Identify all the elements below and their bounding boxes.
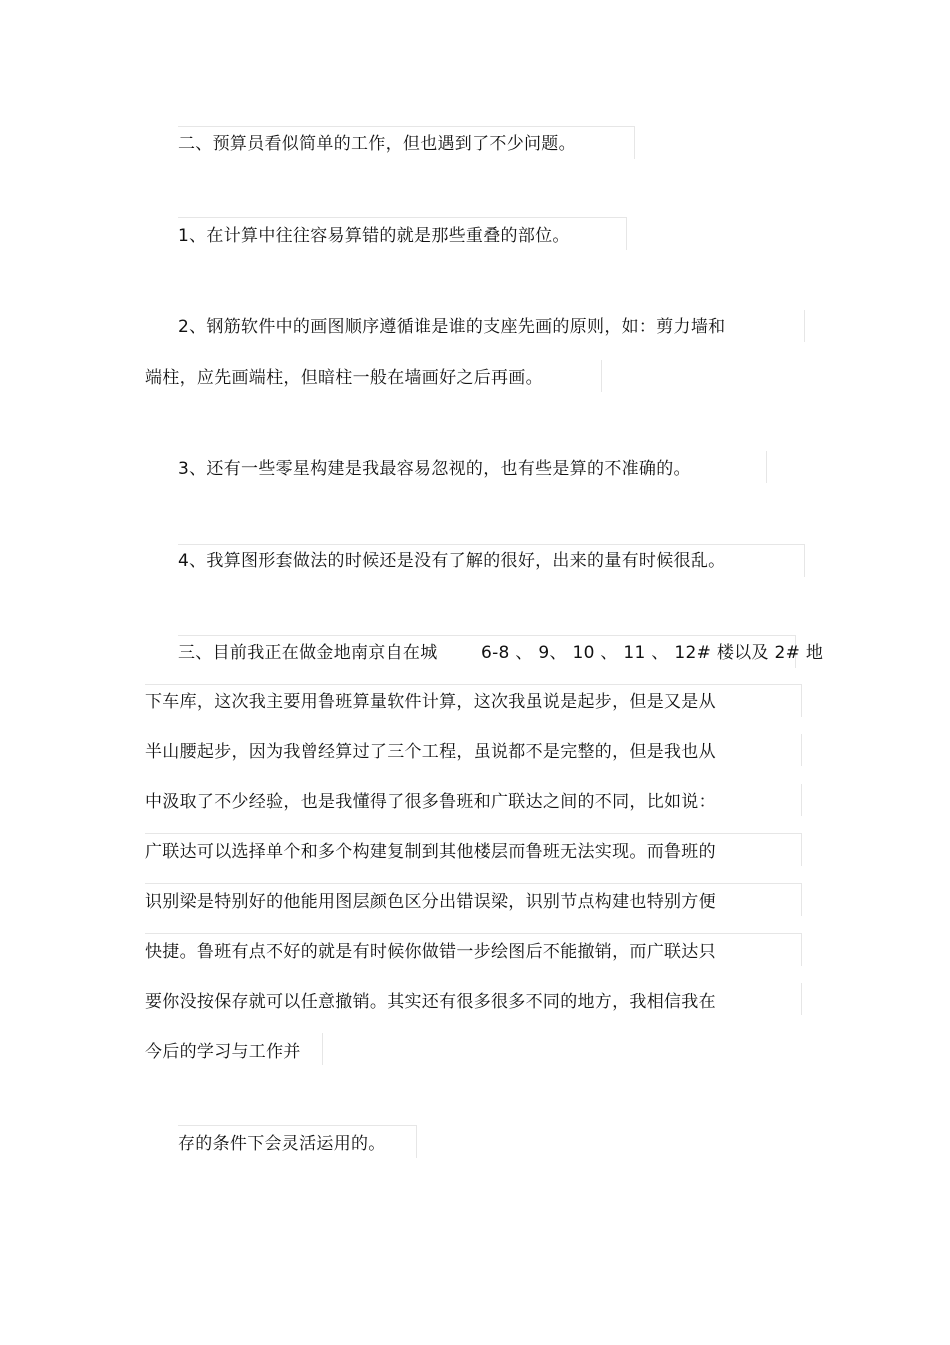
paragraph-line: 3、还有一些零星构建是我最容易忽视的，也有些是算的不准确的。	[178, 459, 691, 479]
paragraph-line: 1、在计算中往往容易算错的就是那些重叠的部位。	[178, 226, 570, 246]
paragraph-line: 快捷。鲁班有点不好的就是有时候你做错一步绘图后不能撤销，而广联达只	[145, 942, 716, 962]
section-heading-2: 二、预算员看似简单的工作，但也遇到了不少问题。	[178, 134, 576, 154]
paragraph-line: 6-8 、 9、 10 、 11 、 12# 楼以及 2# 地	[481, 643, 824, 663]
frame-edge	[322, 1033, 323, 1065]
frame-edge	[601, 360, 602, 392]
frame-edge	[804, 310, 805, 342]
paragraph-line: 广联达可以选择单个和多个构建复制到其他楼层而鲁班无法实现。而鲁班的	[145, 842, 716, 862]
section-heading-3: 三、目前我正在做金地南京自在城	[178, 643, 438, 663]
paragraph-line: 要你没按保存就可以任意撤销。其实还有很多很多不同的地方，我相信我在	[145, 992, 716, 1012]
paragraph-line: 半山腰起步，因为我曾经算过了三个工程，虽说都不是完整的，但是我也从	[145, 742, 716, 762]
paragraph-line: 下车库，这次我主要用鲁班算量软件计算，这次我虽说是起步，但是又是从	[145, 692, 716, 712]
frame-edge	[801, 784, 802, 816]
paragraph-line: 中汲取了不少经验，也是我懂得了很多鲁班和广联达之间的不同，比如说：	[145, 792, 716, 812]
paragraph-line: 今后的学习与工作并	[145, 1042, 301, 1062]
frame-edge	[801, 983, 802, 1015]
paragraph-line: 4、我算图形套做法的时候还是没有了解的很好，出来的量有时候很乱。	[178, 551, 726, 571]
paragraph-line: 端柱，应先画端柱，但暗柱一般在墙画好之后再画。	[145, 368, 543, 388]
paragraph-line: 2、钢筋软件中的画图顺序遵循谁是谁的支座先画的原则，如：剪力墙和	[178, 317, 726, 337]
frame-edge	[766, 451, 767, 483]
frame-edge	[801, 734, 802, 766]
paragraph-line: 识别梁是特别好的他能用图层颜色区分出错误梁，识别节点构建也特别方便	[145, 892, 716, 912]
paragraph-line: 存的条件下会灵活运用的。	[178, 1134, 386, 1154]
